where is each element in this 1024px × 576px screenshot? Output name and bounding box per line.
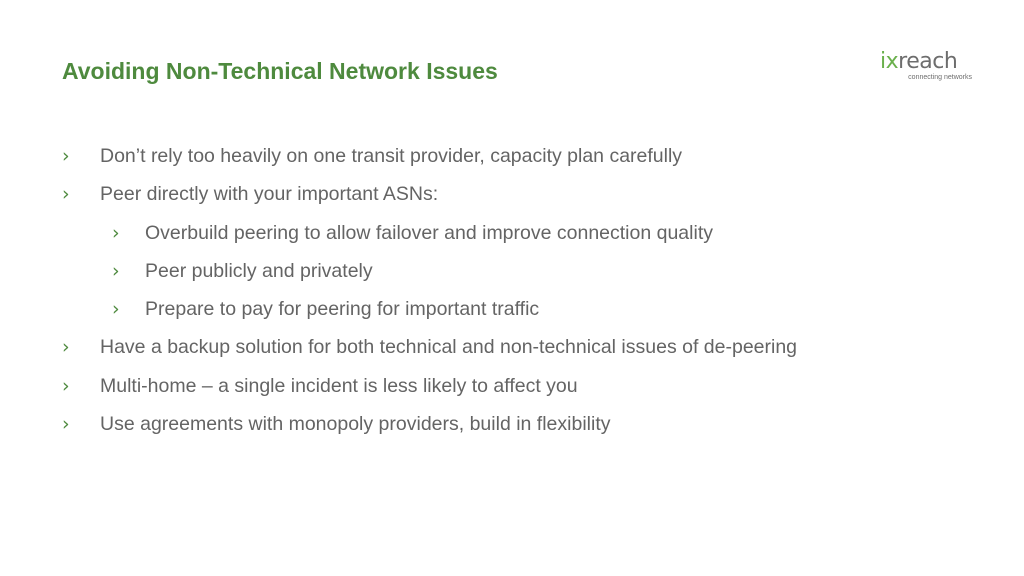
bullet-list xyxy=(0,142,1024,448)
chevron-right-icon: › xyxy=(112,221,120,244)
chevron-right-icon: › xyxy=(62,145,70,167)
slide-title: Avoiding Non-Technical Network Issues xyxy=(62,58,498,84)
chevron-right-icon: › xyxy=(112,259,120,282)
bullet-text: Peer directly with your important ASNs: xyxy=(100,183,439,206)
bullet-item xyxy=(0,410,1024,448)
logo-tagline: connecting networks xyxy=(908,74,972,81)
sub-bullet-item xyxy=(0,257,1024,295)
bullet-item xyxy=(0,142,1024,180)
chevron-right-icon: › xyxy=(62,183,70,206)
logo-ix: ix xyxy=(880,49,899,74)
sub-bullet-text: Prepare to pay for peering for important traffic xyxy=(145,298,540,321)
chevron-right-icon: › xyxy=(112,298,120,321)
chevron-right-icon: › xyxy=(62,336,70,359)
bullet-item xyxy=(0,180,1024,218)
bullet-text: Multi-home – a single incident is less likely to affect you xyxy=(100,374,578,397)
sub-bullet-text: Peer publicly and privately xyxy=(145,259,373,282)
bullet-text: Don’t rely too heavily on one transit provider, capacity plan carefully xyxy=(100,145,683,167)
logo-wordmark xyxy=(880,50,980,74)
bullet-text: Have a backup solution for both technical and non-technical issues of de-peering xyxy=(100,336,798,359)
bullet-text: Use agreements with monopoly providers, build in flexibility xyxy=(100,413,611,436)
chevron-right-icon: › xyxy=(62,374,70,397)
bullet-item xyxy=(0,333,1024,371)
bullet-item xyxy=(0,372,1024,410)
logo-reach: reach xyxy=(898,49,958,74)
sub-bullet-item xyxy=(0,219,1024,257)
chevron-right-icon: › xyxy=(62,413,70,436)
sub-bullet-text: Overbuild peering to allow failover and improve connection quality xyxy=(145,221,713,244)
sub-bullet-item xyxy=(0,295,1024,333)
ixreach-logo xyxy=(880,50,980,81)
